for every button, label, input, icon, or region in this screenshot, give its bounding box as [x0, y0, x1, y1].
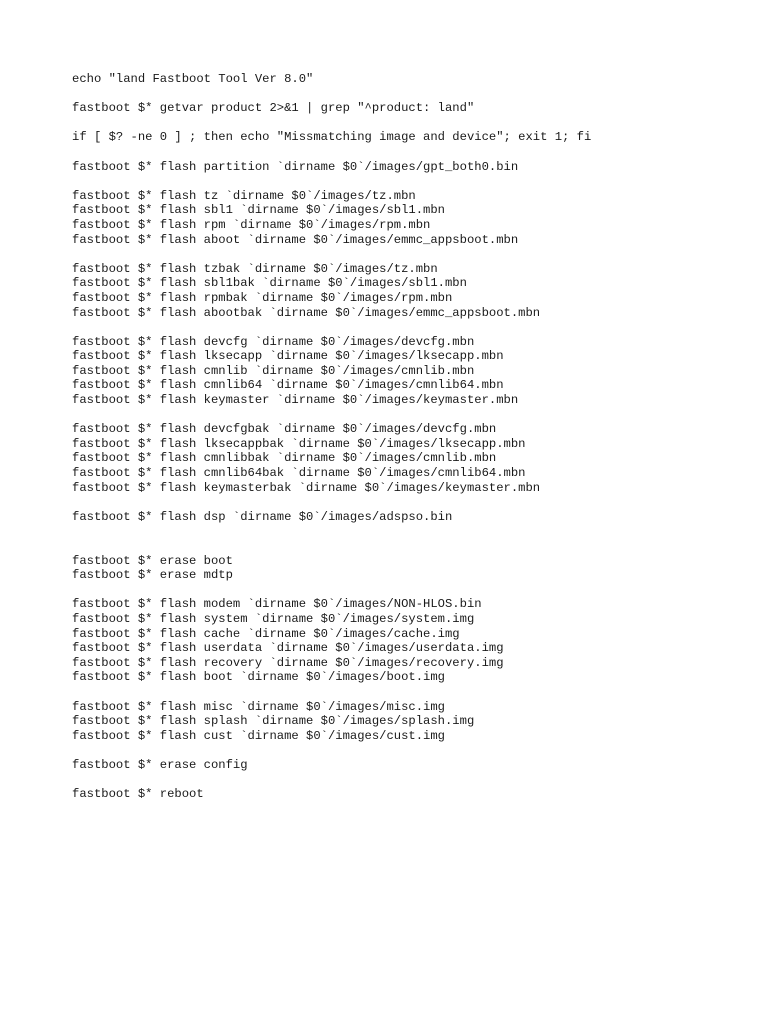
script-block — [72, 189, 752, 247]
script-line: fastboot $* flash sbl1 `dirname $0`/images/sbl1.mbn — [72, 203, 445, 218]
script-block — [72, 130, 752, 145]
script-line: fastboot $* flash keymasterbak `dirname $0`/images/keymaster.mbn — [72, 480, 541, 495]
script-line: fastboot $* flash devcfg `dirname $0`/images/devcfg.mbn — [72, 334, 475, 349]
script-line: fastboot $* flash sbl1bak `dirname $0`/images/sbl1.mbn — [72, 276, 467, 291]
script-block — [72, 554, 752, 583]
script-line: fastboot $* flash userdata `dirname $0`/images/userdata.img — [72, 641, 504, 656]
script-line: fastboot $* flash cmnlib64 `dirname $0`/images/cmnlib64.mbn — [72, 378, 504, 393]
script-block — [72, 758, 752, 773]
script-line: fastboot $* getvar product 2>&1 | grep "^product: land" — [72, 101, 475, 116]
script-line: if [ $? -ne 0 ] ; then echo "Missmatching image and device"; exit 1; fi — [72, 130, 592, 145]
script-line: fastboot $* flash aboot `dirname $0`/images/emmc_appsboot.mbn — [72, 232, 519, 247]
script-line: fastboot $* flash splash `dirname $0`/images/splash.img — [72, 714, 475, 729]
script-block — [72, 422, 752, 495]
script-block — [72, 262, 752, 320]
script-block — [72, 787, 752, 802]
script-line: fastboot $* flash dsp `dirname $0`/images/adspso.bin — [72, 509, 453, 524]
script-block — [72, 160, 752, 175]
script-line: fastboot $* flash tzbak `dirname $0`/images/tz.mbn — [72, 261, 438, 276]
script-line: fastboot $* flash keymaster `dirname $0`/images/keymaster.mbn — [72, 393, 519, 408]
script-line: fastboot $* reboot — [72, 787, 204, 802]
script-line: fastboot $* flash lksecapp `dirname $0`/images/lksecapp.mbn — [72, 349, 504, 364]
script-line: fastboot $* erase boot — [72, 553, 233, 568]
script-line: fastboot $* flash modem `dirname $0`/images/NON-HLOS.bin — [72, 597, 482, 612]
script-line: fastboot $* flash tz `dirname $0`/images/tz.mbn — [72, 188, 416, 203]
script-line: fastboot $* flash cmnlibbak `dirname $0`/images/cmnlib.mbn — [72, 451, 497, 466]
script-line: fastboot $* flash system `dirname $0`/images/system.img — [72, 611, 475, 626]
script-line: fastboot $* flash cache `dirname $0`/images/cache.img — [72, 626, 460, 641]
script-block — [72, 700, 752, 744]
script-block — [72, 335, 752, 408]
script-block — [72, 597, 752, 685]
script-block — [72, 510, 752, 525]
script-line: fastboot $* flash partition `dirname $0`/images/gpt_both0.bin — [72, 159, 519, 174]
script-line: fastboot $* flash boot `dirname $0`/images/boot.img — [72, 670, 445, 685]
script-block — [72, 101, 752, 116]
script-block — [72, 72, 752, 87]
script-line: fastboot $* flash rpm `dirname $0`/images/rpm.mbn — [72, 217, 431, 232]
script-line: fastboot $* erase config — [72, 757, 248, 772]
script-line: fastboot $* erase mdtp — [72, 568, 233, 583]
script-line: fastboot $* flash cmnlib `dirname $0`/images/cmnlib.mbn — [72, 363, 475, 378]
script-line: fastboot $* flash rpmbak `dirname $0`/images/rpm.mbn — [72, 290, 453, 305]
script-line: fastboot $* flash cust `dirname $0`/images/cust.img — [72, 728, 445, 743]
script-line: echo "land Fastboot Tool Ver 8.0" — [72, 72, 314, 86]
script-line: fastboot $* flash misc `dirname $0`/images/misc.img — [72, 699, 445, 714]
script-line: fastboot $* flash lksecappbak `dirname $0`/images/lksecapp.mbn — [72, 436, 526, 451]
script-line: fastboot $* flash recovery `dirname $0`/images/recovery.img — [72, 655, 504, 670]
script-line: fastboot $* flash devcfgbak `dirname $0`/images/devcfg.mbn — [72, 422, 497, 437]
script-line: fastboot $* flash abootbak `dirname $0`/images/emmc_appsboot.mbn — [72, 305, 541, 320]
script-line: fastboot $* flash cmnlib64bak `dirname $0`/images/cmnlib64.mbn — [72, 466, 526, 481]
script-listing — [72, 72, 752, 816]
